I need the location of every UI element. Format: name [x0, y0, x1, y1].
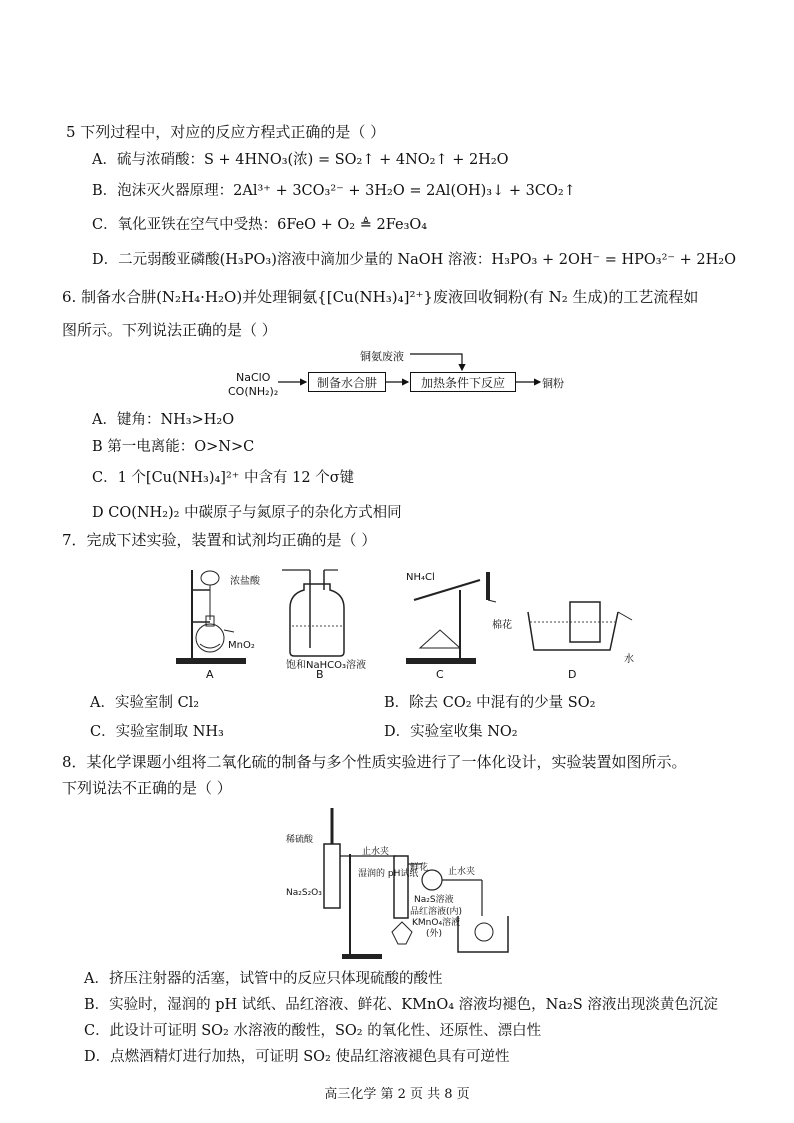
flow-waste-label: 铜氨废液 — [360, 350, 404, 363]
q7-figure-b — [280, 560, 390, 685]
q5-option-b: B．泡沫灭火器原理：2Al³⁺ + 3CO₃²⁻ + 3H₂O = 2Al(OH)₃↓ + 3CO₂↑ — [92, 183, 576, 199]
q7-option-b: B．除去 CO₂ 中混有的少量 SO₂ — [384, 695, 596, 711]
fig-a-hcl-label: 浓盐酸 — [230, 576, 260, 587]
q5-option-c: C．氧化亚铁在空气中受热：6FeO + O₂ ≜ 2Fe₃O₄ — [92, 217, 428, 233]
apparatus-d-drawing — [520, 560, 640, 670]
fig-c-nh4cl-label: NH₄Cl — [406, 572, 435, 583]
q5-option-a: A．硫与浓硝酸：S + 4HNO₃(浓) = SO₂↑ + 4NO₂↑ + 2H₂O — [92, 152, 509, 168]
q7-figure-c — [400, 560, 520, 685]
page-footer: 高三化学 第 2 页 共 8 页 — [324, 1087, 470, 1102]
flow-step-prepare: 制备水合肼 — [308, 372, 386, 392]
q8-pinhong-label: 品红溶液(内) — [410, 907, 463, 917]
q8-apparatus-drawing — [286, 804, 526, 962]
q6-option-d: D CO(NH₂)₂ 中碳原子与氮原子的杂化方式相同 — [92, 505, 402, 521]
q8-na2s-label: Na₂S溶液 — [414, 895, 454, 905]
fig-b-caption: B — [316, 668, 324, 681]
q6-stem-line2: 图所示。下列说法正确的是（ ） — [62, 321, 277, 339]
fig-c-cotton-label: 棉花 — [492, 620, 512, 631]
q8-option-c: C．此设计可证明 SO₂ 水溶液的酸性，SO₂ 的氧化性、还原性、漂白性 — [84, 1023, 542, 1039]
apparatus-a-drawing — [170, 560, 280, 670]
q8-kmno4-label: KMnO₄溶液 — [412, 918, 461, 928]
fig-b-nahco3-label: 饱和NaHCO₃溶液 — [286, 660, 366, 671]
q8-clamp2-label: 止水夹 — [448, 867, 476, 877]
q8-stem-line1: 8．某化学课题小组将二氧化硫的制备与多个性质实验进行了一体化设计，实验装置如图所示。 — [62, 753, 687, 771]
q8-apparatus-figure — [286, 804, 526, 962]
q6-flow-diagram — [220, 344, 600, 404]
flow-product-label: 铜粉 — [542, 377, 564, 390]
q5-option-d: D．二元弱酸亚磷酸(H₃PO₃)溶液中滴加少量的 NaOH 溶液：H₃PO₃ + 2OH⁻ = HPO₃²⁻ + 2H₂O — [92, 252, 737, 268]
q8-flower-label: 鲜花 — [410, 863, 429, 873]
q7-option-d: D．实验室收集 NO₂ — [384, 724, 518, 740]
q6-stem-line1: 6. 制备水合肼(N₂H₄·H₂O)并处理铜氨{[Cu(NH₃)₄]²⁺}废液回收铜粉(有 N₂ 生成)的工艺流程如 — [62, 288, 699, 306]
flow-input-naclo: NaClO — [236, 371, 271, 384]
q6-option-b: B 第一电离能：O>N>C — [92, 439, 255, 455]
q8-option-b: B．实验时，湿润的 pH 试纸、品红溶液、鲜花、KMnO₄ 溶液均褪色，Na₂S 溶液出现淡黄色沉淀 — [84, 997, 718, 1013]
q5-stem: 5 下列过程中，对应的反应方程式正确的是（ ） — [66, 123, 386, 141]
q8-outer-label: (外) — [426, 929, 443, 939]
q8-option-a: A．挤压注射器的活塞，试管中的反应只体现硫酸的酸性 — [84, 971, 443, 987]
q8-clamp1-label: 止水夹 — [362, 847, 390, 857]
q8-option-d: D．点燃酒精灯进行加热，可证明 SO₂ 使品红溶液褪色具有可逆性 — [84, 1049, 510, 1065]
flow-step-react: 加热条件下反应 — [410, 372, 516, 392]
fig-a-mno2-label: MnO₂ — [228, 640, 255, 651]
q7-stem: 7．完成下述实验，装置和试剂均正确的是（ ） — [62, 531, 377, 549]
q7-figure-a — [170, 560, 280, 685]
fig-d-water-label: 水 — [624, 654, 634, 665]
q7-figure-d — [520, 560, 640, 685]
q8-salt-label: Na₂S₂O₃ — [286, 888, 322, 898]
q6-option-c: C．1 个[Cu(NH₃)₄]²⁺ 中含有 12 个σ键 — [92, 470, 355, 486]
fig-a-caption: A — [206, 668, 214, 681]
q8-acid-label: 稀硫酸 — [286, 835, 314, 845]
flow-arrows — [220, 344, 600, 404]
q8-ph-label: 湿润的 pH试纸 — [358, 869, 419, 879]
q8-stem-line2: 下列说法不正确的是（ ） — [62, 779, 232, 797]
q6-option-a: A．键角：NH₃>H₂O — [92, 412, 235, 428]
q7-option-c: C．实验室制取 NH₃ — [90, 724, 224, 740]
fig-c-caption: C — [436, 668, 444, 681]
q7-option-a: A．实验室制 Cl₂ — [90, 695, 200, 711]
apparatus-b-drawing — [280, 560, 390, 670]
fig-d-caption: D — [568, 668, 577, 681]
flow-input-urea: CO(NH₂)₂ — [228, 385, 279, 398]
